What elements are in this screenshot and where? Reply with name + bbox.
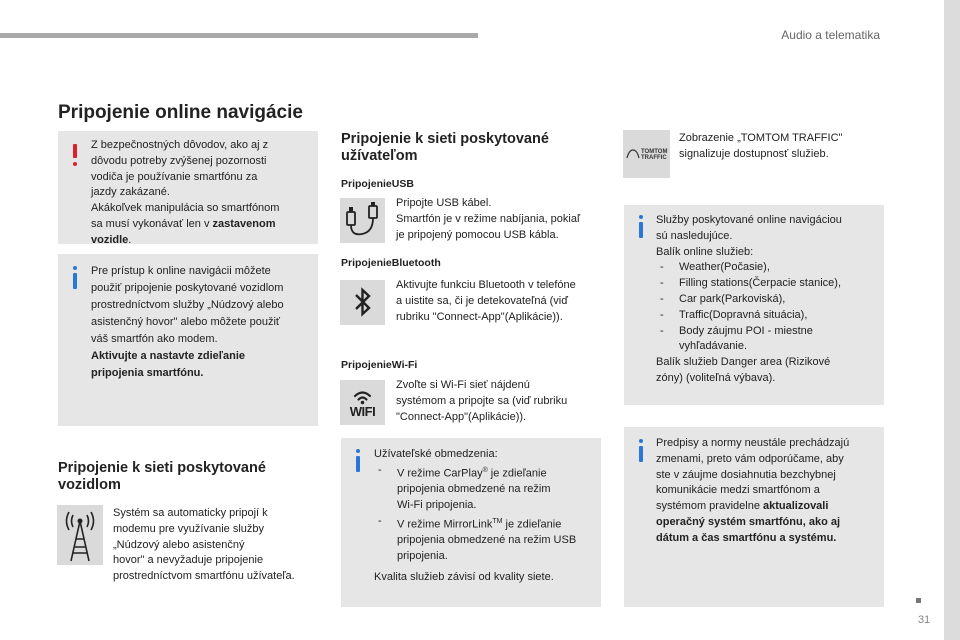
antenna-icon — [57, 505, 103, 565]
bluetooth-text: Aktivujte funkciu Bluetooth v telefóne a uistite sa, či je detekovateľná (viď rubriku "Connect-App"(Aplikácie)). — [396, 279, 576, 323]
warning-icon — [73, 144, 77, 158]
regulations-text: Predpisy a normy neustále prechádzajú zmenami, preto vám odporúčame, aby ste v záujme dosiahnutia bezchybnej komunikácie medzi smartfónom a systémom pravidelne aktualizovali operačný systém smartfónu, ako aj dátum a čas smartfónu a systému. — [656, 437, 850, 544]
info-icon — [639, 222, 643, 238]
wifi-text: Zvoľte si Wi-Fi sieť nájdenú systémom a pripojte sa (viď rubriku "Connect-App"(Aplikácie)). — [396, 379, 568, 423]
page-title: Pripojenie online navigácie — [58, 102, 303, 123]
warning-text: Z bezpečnostných dôvodov, ako aj z dôvodu potreby zvýšenej pozornosti vodiča je používanie smartfónu za jazdy zakázané. Akákoľvek manipulácia so smartfónom sa musí vykonávať len v zastavenom vozidle. — [91, 139, 280, 246]
restrictions-text: Užívateľské obmedzenia: - V režime CarPlay® je zdieľanie pripojenia obmedzené na režim Wi-Fi pripojenia. - V režime MirrorLink™ je zdieľanie pripojenia obmedzené na režim USB pripojenia. Kvalita služieb závisí od kvality siete. — [374, 447, 600, 586]
restrictions-list — [374, 463, 600, 565]
wifi-icon — [340, 380, 385, 425]
header-bar — [0, 33, 478, 38]
list-item: - Traffic(Dopravná situácia), — [656, 308, 882, 324]
list-item: - Filling stations(Čerpacie stanice), — [656, 276, 882, 292]
info-icon — [639, 446, 643, 462]
section-title: Audio a telematika — [781, 28, 880, 42]
page-marker — [916, 598, 921, 603]
info-icon — [356, 456, 360, 472]
page-edge-strip — [944, 0, 960, 640]
user-connection-heading: Pripojenie k sieti poskytované užívateľom — [341, 131, 549, 164]
tomtom-text: Zobrazenie „TOMTOM TRAFFIC" signalizuje dostupnosť služieb. — [679, 132, 843, 160]
list-item: - V režime CarPlay® je zdieľanie pripojenia obmedzené na režim Wi-Fi pripojenia. — [374, 463, 600, 514]
tomtom-traffic-icon: TOMTOM TRAFFIC — [623, 130, 670, 178]
list-item: - Body záujmu POI - miestne vyhľadávanie. — [656, 324, 882, 356]
services-text: Služby poskytované online navigáciou sú nasledujúce. Balík online služieb: - Weather(Počasie), - Filling stations(Čerpacie stanice), - Car park(Parkoviská), - Traffic(Dopravná situácia), - Body záujmu POI - miestne vyhľadávanie. Balík služieb Danger area (Rizikové zóny) (voliteľná výbava). — [656, 213, 882, 387]
list-item: - Weather(Počasie), — [656, 260, 882, 276]
bluetooth-label: PripojenieBluetooth — [341, 257, 441, 269]
info-text-online-access: Pre prístup k online navigácii môžete použiť pripojenie poskytované vozidlom prostredníctvom služby „Núdzový alebo asistenčný hovor" alebo môžete použiť váš smartfón ako modem. Aktivujte a nastavte zdieľanie pripojenia smartfónu. — [91, 265, 284, 379]
vehicle-connection-text: Systém sa automaticky pripojí k modemu pre využívanie služby „Núdzový alebo asistenčný hovor" a nevyžaduje pripojenie prostredníctvom smartfónu užívateľa. — [113, 507, 295, 583]
info-icon — [73, 273, 77, 289]
usb-cable-icon — [340, 198, 385, 243]
list-item: - Car park(Parkoviská), — [656, 292, 882, 308]
page-number: 31 — [918, 614, 931, 626]
services-list — [656, 260, 882, 355]
wifi-icon-text: WIFI — [349, 404, 376, 419]
usb-text: Pripojte USB kábel. Smartfón je v režime nabíjania, pokiaľ je pripojený pomocou USB kábla. — [396, 197, 581, 241]
vehicle-connection-heading: Pripojenie k sieti poskytované vozidlom — [58, 460, 266, 493]
list-item: - V režime MirrorLink™ je zdieľanie pripojenia obmedzené na režim USB pripojenia. — [374, 514, 600, 565]
wifi-label: PripojenieWi-Fi — [341, 359, 418, 371]
usb-label: PripojenieUSB — [341, 178, 414, 190]
bluetooth-icon — [340, 280, 385, 325]
